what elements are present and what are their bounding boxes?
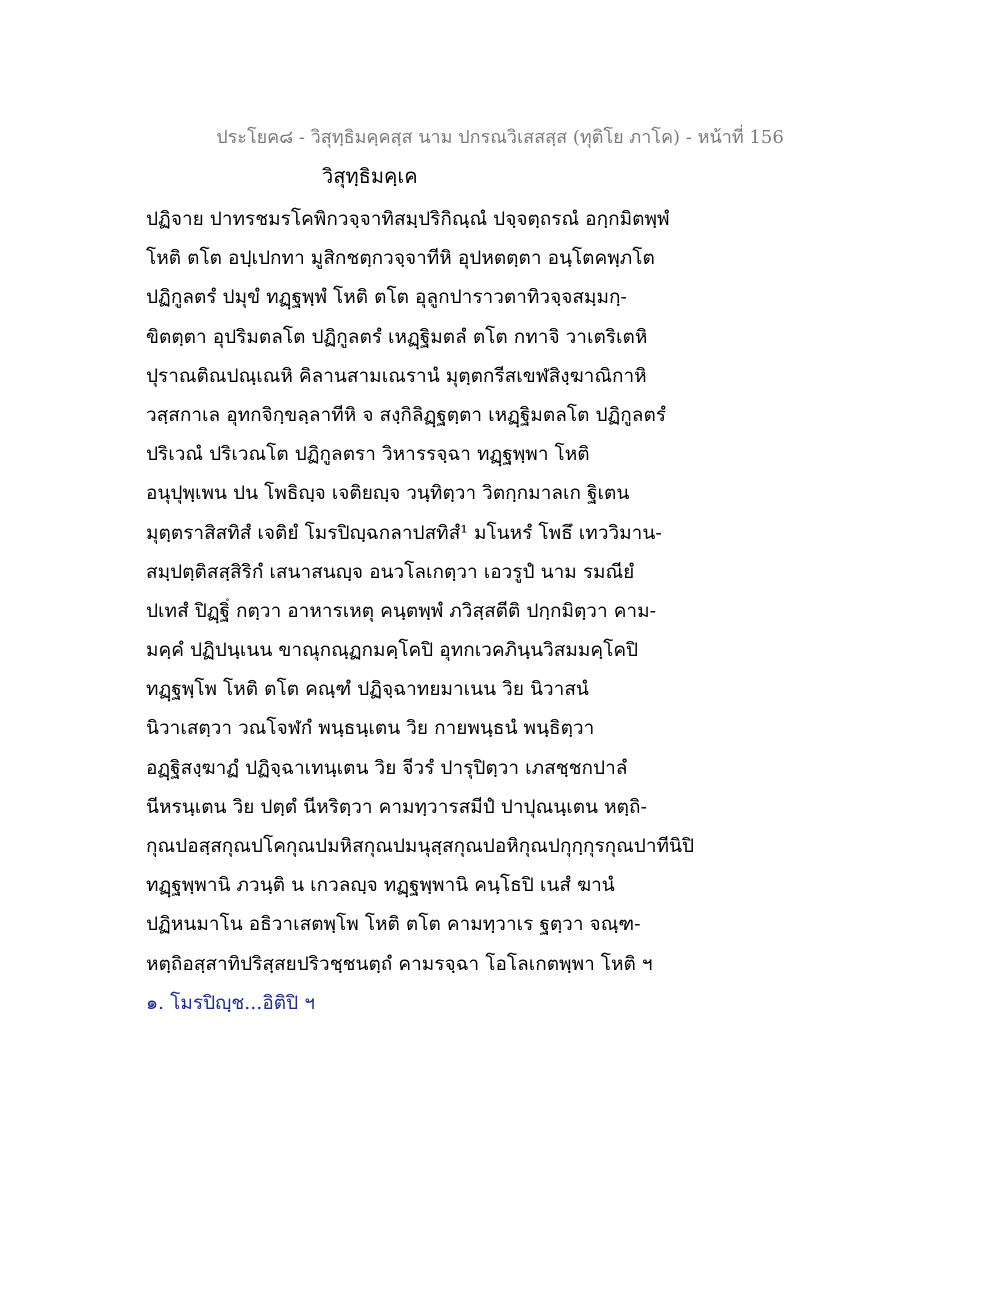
text-line: โหติ ตโต อปฺเปกทา มูสิกชตฺกวจฺจาทีหิ อุปหตตฺตา อนฺโตคพฺภโต (146, 247, 655, 270)
text-line: ปเทสํ ปิฏฺฐิํ กตฺวา อาหารเหตุ คนฺตพฺพํ ภวิสฺสตีติ ปกฺกมิตฺวา คาม- (146, 599, 657, 622)
body-text (146, 200, 716, 984)
text-line: อนุปุพฺเพน ปน โพธิญฺจ เจติยญฺจ วนฺทิตฺวา วิตกฺกมาลเก ฐิเตน (146, 482, 630, 505)
text-line: หตฺถิอสฺสาทิปริสฺสยปริวชฺชนตฺถํ คามรจฺฉา โอโลเกตพฺพา โหติ ฯ (146, 952, 653, 975)
text-line: มุตฺตราสิสทิสํ เจติยํ โมรปิญฺฉกลาปสทิสํ¹ มโนหรํ โพธึ เทววิมาน- (146, 521, 662, 544)
text-line: ปริเวณํ ปริเวณโต ปฏิกูลตรา วิหารรจฺฉา ทฏฺฐพฺพา โหติ (146, 443, 590, 466)
text-line: ปฏิจาย ปาทรชมรโคพิกวจฺจาทิสมฺปริกิณฺณํ ปจฺจตฺถรณํ อกฺกมิตพฺพํ (146, 208, 670, 230)
footnote: ๑. โมรปิญฺช...อิติปิ ฯ (146, 992, 315, 1014)
text-line: ขิตตฺตา อุปริมตลโต ปฏิกูลตรํ เหฏฺฐิมตลํ ตโต กทาจิ วาเตริเตหิ (146, 325, 648, 348)
text-line: นิวาเสตฺวา วณโจฬกํ พนฺธนฺเตน วิย กายพนฺธนํ พนฺธิตฺวา (146, 717, 595, 740)
text-line: กุณปอสฺสกุณปโคกุณปมหิสกุณปมนุสฺสกุณปอหิกุณปกุกฺกุรกุณปาทีนิปิ (146, 835, 695, 857)
text-line: ปฏิหนมาโน อธิวาเสตพฺโพ โหติ ตโต คามทฺวาเร ฐตฺวา จณฺฑ- (146, 913, 641, 936)
text-line: สมฺปตฺติสสฺสิริกํ เสนาสนญฺจ อนวโลเกตฺวา เอวรูปํ นาม รมณียํ (146, 560, 635, 583)
text-line: อฏฺฐิสงฺฆาฏํ ปฏิจฺฉาเทนฺเตน วิย จีวรํ ปารุปิตฺวา เภสชฺชกปาลํ (146, 756, 628, 779)
text-line: ปุราณติณปณฺเณหิ คิลานสามเณรานํ มุตฺตกรีสเขฬสิงฺฆาณิกาหิ (146, 364, 647, 387)
page-title: วิสุทฺธิมคฺเค (322, 164, 418, 188)
text-line: วสฺสกาเล อุทกจิกฺขลฺลาทีหิ จ สงฺกิลิฏฺฐตฺตา เหฏฺฐิมตลโต ปฏิกูลตรํ (146, 403, 666, 426)
text-line: มคฺคํ ปฏิปนฺเนน ขาณุกณฺฏกมคฺโคปิ อุทกเวคภินฺนวิสมมคฺโคปิ (146, 639, 639, 662)
text-line: ทฏฺฐพฺโพ โหติ ตโต คณฺฑํ ปฏิจฺฉาทยมาเนน วิย นิวาสนํ (146, 678, 589, 701)
text-line: ทฏฺฐพฺพานิ ภวนฺติ น เกวลญฺจ ทฏฺฐพฺพานิ คนฺโธปิ เนสํ ฆานํ (146, 874, 615, 897)
text-line: นีหรนฺเตน วิย ปตฺตํ นีหริตฺวา คามทฺวารสมีปํ ปาปุณนฺเตน หตฺถิ- (146, 795, 647, 818)
page-header: ประโยค๘ - วิสุทฺธิมคฺคสฺส นาม ปกรณวิเสสสฺส (ทุติโย ภาโค) - หน้าที่ 156 (216, 127, 784, 148)
text-line: ปฏิกูลตรํ ปมุขํ ทฏฺฐพฺพํ โหติ ตโต อุลูกปาราวตาทิวจฺจสมฺมกฺ- (146, 286, 627, 309)
